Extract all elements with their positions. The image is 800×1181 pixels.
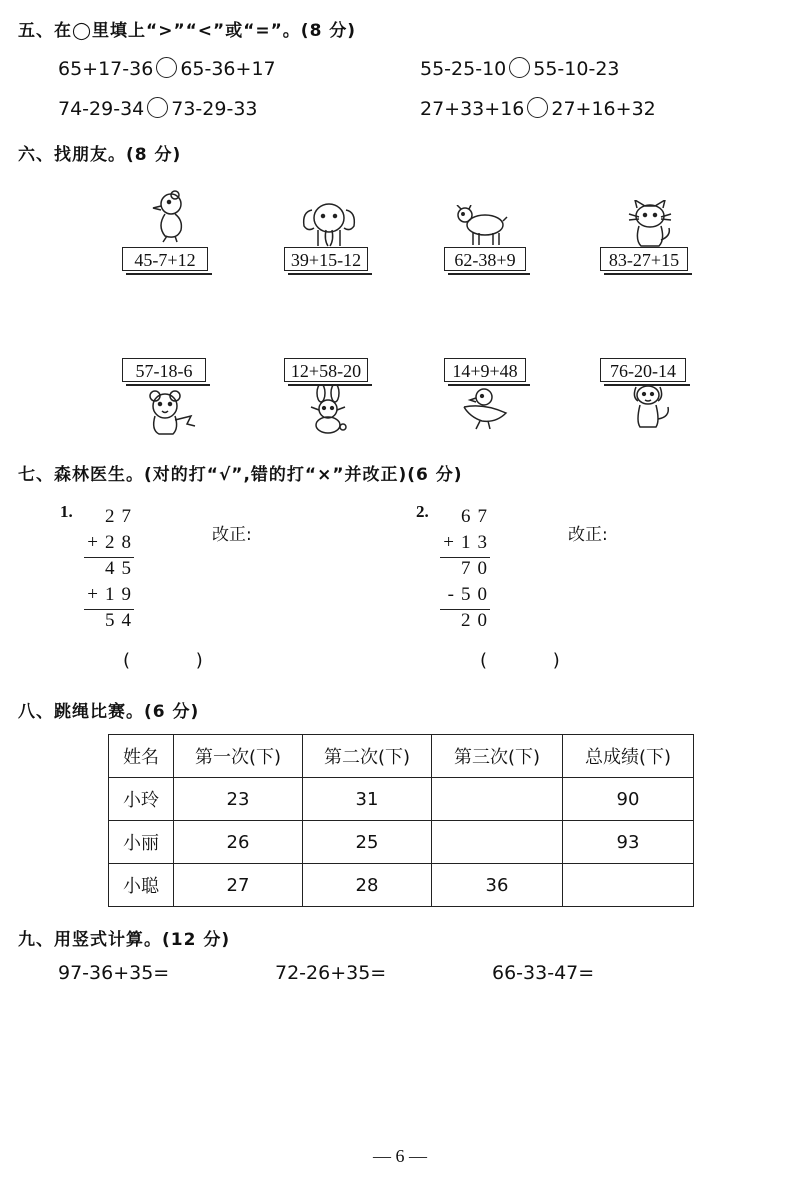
compare-item-2: 55-25-10 55-10-23 <box>420 58 620 80</box>
vertical-operand: +19 <box>87 584 138 605</box>
expression-card[interactable]: 83-27+15 <box>600 247 688 271</box>
answer-circle[interactable] <box>147 97 168 118</box>
problem-number: 1. <box>60 502 73 521</box>
header-cell: 总成绩(下) <box>563 735 694 778</box>
table-row <box>109 821 694 864</box>
duck-icon <box>145 190 195 244</box>
value-cell: 25 <box>303 821 432 864</box>
calc-expression: 66-33-47= <box>492 962 595 984</box>
rabbit-icon <box>305 385 353 435</box>
expression-card[interactable]: 45-7+12 <box>122 247 208 271</box>
table-row <box>109 864 694 907</box>
answer-circle[interactable] <box>527 97 548 118</box>
section-6-title: 六、找朋友。(8 分) <box>18 145 182 165</box>
compare-item-4: 27+33+16 27+16+32 <box>420 98 656 120</box>
vertical-operand: +13 <box>443 532 494 553</box>
correction-label: 改正: <box>568 525 608 545</box>
value-cell: 27 <box>174 864 303 907</box>
expression-card[interactable]: 12+58-20 <box>284 358 368 382</box>
value-cell: 36 <box>432 864 563 907</box>
vertical-operand: +28 <box>87 532 138 553</box>
dog-icon <box>628 383 676 431</box>
chick-icon <box>460 385 512 431</box>
answer-circle[interactable] <box>509 57 530 78</box>
problem-number: 2. <box>416 502 429 521</box>
calc-expression: 72-26+35= <box>275 962 387 984</box>
expression-card[interactable]: 39+15-12 <box>284 247 368 271</box>
name-cell: 小丽 <box>109 821 174 864</box>
vertical-operand: 27 <box>105 506 138 527</box>
expression-card[interactable]: 14+9+48 <box>444 358 526 382</box>
name-cell: 小玲 <box>109 778 174 821</box>
answer-circle[interactable] <box>156 57 177 78</box>
vertical-operand: 67 <box>461 506 494 527</box>
elephant-icon <box>300 200 358 248</box>
vertical-result: 20 <box>461 610 494 631</box>
vertical-result: 54 <box>105 610 138 631</box>
section-5-title: 五、在◯里填上“>”“<”或“=”。(8 分) <box>18 21 357 41</box>
score-table <box>108 734 694 907</box>
vertical-operand: -50 <box>447 584 494 605</box>
calc-expression: 97-36+35= <box>58 962 170 984</box>
expression-card[interactable]: 76-20-14 <box>600 358 686 382</box>
header-cell: 第二次(下) <box>303 735 432 778</box>
cat-icon <box>625 200 675 248</box>
value-cell: 23 <box>174 778 303 821</box>
answer-parentheses[interactable]: ( ) <box>123 650 233 671</box>
name-cell: 小聪 <box>109 864 174 907</box>
blank-cell[interactable] <box>432 821 563 864</box>
value-cell: 90 <box>563 778 694 821</box>
expression-card[interactable]: 57-18-6 <box>122 358 206 382</box>
section-8-title: 八、跳绳比赛。(6 分) <box>18 702 200 722</box>
answer-parentheses[interactable]: ( ) <box>480 650 590 671</box>
header-cell: 第三次(下) <box>432 735 563 778</box>
table-row <box>109 778 694 821</box>
value-cell: 31 <box>303 778 432 821</box>
blank-cell[interactable] <box>563 864 694 907</box>
vertical-result: 45 <box>105 558 138 579</box>
header-cell: 第一次(下) <box>174 735 303 778</box>
compare-item-1: 65+17-36 65-36+17 <box>58 58 276 80</box>
section-9-title: 九、用竖式计算。(12 分) <box>18 930 231 950</box>
value-cell: 93 <box>563 821 694 864</box>
expression-card[interactable]: 62-38+9 <box>444 247 526 271</box>
page-number: — 6 — <box>373 1146 427 1166</box>
goat-icon <box>453 205 509 247</box>
section-7-title: 七、森林医生。(对的打“√”,错的打“×”并改正)(6 分) <box>18 465 463 485</box>
table-header-row <box>109 735 694 778</box>
bear-icon <box>145 388 197 438</box>
correction-label: 改正: <box>212 525 252 545</box>
header-cell: 姓名 <box>109 735 174 778</box>
vertical-result: 70 <box>461 558 494 579</box>
value-cell: 26 <box>174 821 303 864</box>
value-cell: 28 <box>303 864 432 907</box>
blank-cell[interactable] <box>432 778 563 821</box>
compare-item-3: 74-29-34 73-29-33 <box>58 98 258 120</box>
